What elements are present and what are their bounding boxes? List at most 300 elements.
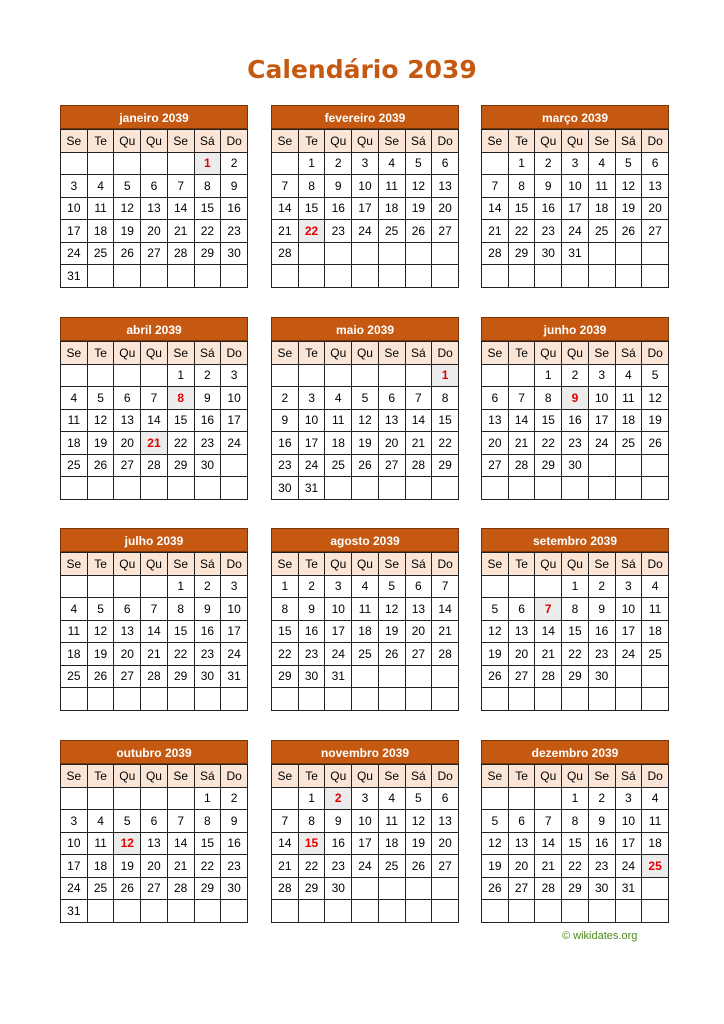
day-cell: 9 [194,598,221,621]
day-cell: 22 [167,432,194,455]
week-row [272,409,459,432]
empty-cell [615,265,642,288]
weekday-label: Qu [562,130,589,153]
day-cell: 24 [352,220,379,243]
day-cell: 2 [325,152,352,175]
week-row [482,643,669,666]
day-cell: 16 [221,832,248,855]
day-cell: 5 [482,810,509,833]
week-row [482,575,669,598]
day-cell: 19 [87,643,114,666]
empty-cell [405,265,432,288]
day-cell: 23 [588,643,615,666]
day-cell: 3 [588,364,615,387]
footer-credit[interactable]: © wikidates.org [562,930,638,942]
day-cell: 10 [325,598,352,621]
week-row [61,220,248,243]
day-cell: 23 [194,643,221,666]
day-cell: 27 [508,877,535,900]
empty-cell [352,477,379,500]
day-cell: 19 [405,832,432,855]
week-row [61,643,248,666]
day-cell: 13 [114,409,141,432]
empty-cell [378,688,405,711]
day-cell: 13 [482,409,509,432]
month-title: agosto 2039 [271,528,459,552]
day-cell: 29 [167,665,194,688]
day-cell: 30 [272,477,299,500]
month-block [271,528,459,711]
empty-cell [325,688,352,711]
empty-cell [352,688,379,711]
day-cell: 16 [562,409,589,432]
empty-cell [325,242,352,265]
day-cell: 25 [352,643,379,666]
day-cell: 18 [87,855,114,878]
empty-cell [298,364,325,387]
day-cell: 9 [588,598,615,621]
day-cell: 14 [535,620,562,643]
week-row [61,787,248,810]
empty-cell [114,787,141,810]
day-cell: 25 [325,454,352,477]
weekday-label: Se [61,130,88,153]
weekday-label: Te [87,130,114,153]
weekday-header-row [482,342,669,365]
day-cell: 24 [615,643,642,666]
weekday-label: Sá [615,130,642,153]
day-cell: 12 [482,832,509,855]
day-cell: 22 [562,643,589,666]
day-cell: 8 [298,810,325,833]
month-block [481,105,669,288]
day-cell: 12 [352,409,379,432]
day-cell: 30 [221,877,248,900]
day-cell: 29 [272,665,299,688]
month-title: maio 2039 [271,317,459,341]
day-cell: 27 [141,242,168,265]
day-cell: 27 [114,665,141,688]
week-row [272,665,459,688]
day-cell: 20 [405,620,432,643]
day-cell: 11 [325,409,352,432]
day-cell: 14 [272,832,299,855]
weekday-label: Sá [405,553,432,576]
day-cell: 10 [615,598,642,621]
empty-cell [482,575,509,598]
week-row [272,175,459,198]
day-cell: 30 [221,242,248,265]
day-cell: 2 [535,152,562,175]
empty-cell [61,364,88,387]
empty-cell [508,688,535,711]
week-row [482,810,669,833]
day-cell: 13 [432,175,459,198]
day-cell: 2 [272,387,299,410]
day-cell: 2 [221,787,248,810]
day-cell: 17 [588,409,615,432]
day-cell: 12 [482,620,509,643]
empty-cell [432,265,459,288]
weekday-label: Qu [535,130,562,153]
day-cell: 8 [194,810,221,833]
week-row [272,810,459,833]
day-cell: 19 [642,409,669,432]
day-cell: 25 [378,220,405,243]
month-title: dezembro 2039 [481,740,669,764]
empty-cell [482,688,509,711]
day-cell: 24 [221,432,248,455]
empty-cell [167,477,194,500]
month-table [481,764,669,923]
empty-cell [642,477,669,500]
day-cell: 8 [432,387,459,410]
day-cell: 5 [87,387,114,410]
week-row [272,575,459,598]
day-cell: 29 [508,242,535,265]
empty-cell [508,575,535,598]
day-cell: 6 [141,810,168,833]
day-cell: 25 [615,432,642,455]
day-cell: 16 [588,620,615,643]
day-cell: 25 [87,877,114,900]
weekday-label: Se [482,130,509,153]
page-title: Calendário 2039 [247,55,477,84]
day-cell: 30 [588,877,615,900]
empty-cell [405,364,432,387]
day-cell: 4 [642,575,669,598]
empty-cell [378,665,405,688]
weekday-label: Qu [114,553,141,576]
weekday-label: Qu [141,342,168,365]
week-row [482,787,669,810]
weekday-label: Do [432,553,459,576]
empty-cell [325,265,352,288]
week-row [61,620,248,643]
weekday-label: Te [87,342,114,365]
empty-cell [405,242,432,265]
month-block [60,528,248,711]
week-row [482,175,669,198]
day-cell: 29 [562,877,589,900]
day-cell: 19 [114,220,141,243]
empty-cell [167,787,194,810]
day-cell: 28 [167,877,194,900]
weekday-label: Te [508,130,535,153]
week-row [61,364,248,387]
weekday-header-row [272,130,459,153]
empty-cell [141,900,168,923]
empty-cell [482,265,509,288]
empty-cell [194,477,221,500]
day-cell: 27 [432,855,459,878]
week-row [61,387,248,410]
weekday-label: Qu [535,765,562,788]
week-row [482,409,669,432]
empty-cell [352,242,379,265]
day-cell: 21 [167,855,194,878]
empty-cell [642,877,669,900]
month-table [60,129,248,288]
week-row [61,855,248,878]
day-cell: 20 [508,855,535,878]
day-cell: 26 [482,877,509,900]
day-cell: 17 [61,855,88,878]
day-cell: 14 [141,620,168,643]
day-cell: 21 [482,220,509,243]
day-cell: 17 [562,197,589,220]
empty-cell [482,900,509,923]
day-cell: 4 [352,575,379,598]
day-cell: 26 [87,454,114,477]
day-cell: 10 [61,197,88,220]
day-cell: 27 [508,665,535,688]
day-cell: 11 [615,387,642,410]
holiday-cell: 2 [325,787,352,810]
empty-cell [482,364,509,387]
day-cell: 27 [141,877,168,900]
week-row [61,877,248,900]
day-cell: 14 [405,409,432,432]
weekday-label: Do [432,765,459,788]
empty-cell [352,665,379,688]
empty-cell [61,575,88,598]
day-cell: 12 [405,175,432,198]
week-row [482,242,669,265]
empty-cell [615,477,642,500]
day-cell: 15 [432,409,459,432]
day-cell: 13 [141,832,168,855]
month-block [60,105,248,288]
empty-cell [588,265,615,288]
day-cell: 10 [615,810,642,833]
empty-cell [562,265,589,288]
empty-cell [378,364,405,387]
day-cell: 15 [508,197,535,220]
empty-cell [432,877,459,900]
day-cell: 18 [325,432,352,455]
day-cell: 23 [325,220,352,243]
month-title: setembro 2039 [481,528,669,552]
day-cell: 2 [588,575,615,598]
day-cell: 9 [272,409,299,432]
empty-cell [298,242,325,265]
empty-cell [221,454,248,477]
day-cell: 3 [221,364,248,387]
empty-cell [194,265,221,288]
day-cell: 18 [615,409,642,432]
day-cell: 3 [352,787,379,810]
day-cell: 14 [141,409,168,432]
day-cell: 4 [642,787,669,810]
day-cell: 1 [508,152,535,175]
day-cell: 23 [272,454,299,477]
day-cell: 16 [194,409,221,432]
day-cell: 17 [352,832,379,855]
week-row [272,454,459,477]
week-row [482,620,669,643]
empty-cell [562,900,589,923]
day-cell: 27 [405,643,432,666]
day-cell: 26 [482,665,509,688]
day-cell: 6 [114,598,141,621]
weekday-label: Sá [615,765,642,788]
day-cell: 7 [272,810,299,833]
day-cell: 17 [298,432,325,455]
weekday-label: Qu [535,553,562,576]
day-cell: 1 [298,787,325,810]
day-cell: 31 [325,665,352,688]
day-cell: 6 [508,810,535,833]
day-cell: 21 [272,855,299,878]
day-cell: 28 [535,665,562,688]
weekday-label: Qu [325,130,352,153]
day-cell: 5 [482,598,509,621]
day-cell: 29 [562,665,589,688]
empty-cell [432,242,459,265]
day-cell: 17 [325,620,352,643]
holiday-cell: 9 [562,387,589,410]
day-cell: 25 [87,242,114,265]
day-cell: 28 [272,242,299,265]
weekday-label: Se [588,765,615,788]
day-cell: 15 [562,620,589,643]
week-row [482,454,669,477]
day-cell: 3 [325,575,352,598]
holiday-cell: 7 [535,598,562,621]
week-row [482,877,669,900]
empty-cell [167,152,194,175]
day-cell: 8 [194,175,221,198]
day-cell: 1 [562,787,589,810]
week-row [272,477,459,500]
day-cell: 26 [352,454,379,477]
empty-cell [87,265,114,288]
day-cell: 9 [221,810,248,833]
empty-cell [272,787,299,810]
empty-cell [432,900,459,923]
day-cell: 4 [61,598,88,621]
day-cell: 17 [61,220,88,243]
day-cell: 2 [562,364,589,387]
day-cell: 4 [588,152,615,175]
week-row [482,265,669,288]
day-cell: 19 [482,643,509,666]
empty-cell [87,364,114,387]
empty-cell [642,265,669,288]
day-cell: 30 [588,665,615,688]
day-cell: 25 [588,220,615,243]
empty-cell [114,477,141,500]
empty-cell [298,688,325,711]
day-cell: 8 [272,598,299,621]
empty-cell [352,265,379,288]
day-cell: 30 [194,665,221,688]
day-cell: 22 [272,643,299,666]
day-cell: 21 [405,432,432,455]
day-cell: 13 [114,620,141,643]
day-cell: 5 [114,810,141,833]
day-cell: 19 [615,197,642,220]
day-cell: 6 [114,387,141,410]
weekday-label: Qu [325,765,352,788]
day-cell: 7 [272,175,299,198]
weekday-label: Sá [405,765,432,788]
day-cell: 16 [194,620,221,643]
day-cell: 3 [61,175,88,198]
day-cell: 10 [221,598,248,621]
day-cell: 12 [405,810,432,833]
empty-cell [642,688,669,711]
day-cell: 23 [298,643,325,666]
empty-cell [378,877,405,900]
day-cell: 15 [167,620,194,643]
week-row [272,855,459,878]
week-row [61,432,248,455]
weekday-label: Sá [194,553,221,576]
day-cell: 4 [325,387,352,410]
day-cell: 24 [562,220,589,243]
day-cell: 23 [535,220,562,243]
weekday-label: Qu [352,130,379,153]
weekday-label: Te [298,342,325,365]
day-cell: 18 [87,220,114,243]
weekday-header-row [482,765,669,788]
day-cell: 2 [298,575,325,598]
empty-cell [87,787,114,810]
month-title: março 2039 [481,105,669,129]
day-cell: 8 [535,387,562,410]
day-cell: 2 [588,787,615,810]
day-cell: 17 [221,409,248,432]
day-cell: 24 [61,877,88,900]
week-row [272,643,459,666]
empty-cell [87,900,114,923]
day-cell: 3 [298,387,325,410]
day-cell: 20 [432,832,459,855]
weekday-label: Qu [141,765,168,788]
day-cell: 15 [194,197,221,220]
day-cell: 27 [432,220,459,243]
empty-cell [167,688,194,711]
month-table [60,764,248,923]
weekday-label: Sá [615,553,642,576]
day-cell: 18 [588,197,615,220]
empty-cell [378,900,405,923]
day-cell: 21 [141,643,168,666]
empty-cell [352,364,379,387]
day-cell: 14 [535,832,562,855]
day-cell: 26 [87,665,114,688]
day-cell: 31 [61,900,88,923]
day-cell: 23 [588,855,615,878]
empty-cell [615,900,642,923]
day-cell: 30 [194,454,221,477]
week-row [61,900,248,923]
day-cell: 18 [642,832,669,855]
day-cell: 15 [167,409,194,432]
week-row [482,152,669,175]
weekday-label: Te [508,765,535,788]
day-cell: 28 [508,454,535,477]
day-cell: 6 [642,152,669,175]
month-block [60,317,248,500]
day-cell: 14 [482,197,509,220]
day-cell: 14 [272,197,299,220]
day-cell: 20 [378,432,405,455]
holiday-cell: 25 [642,855,669,878]
empty-cell [61,688,88,711]
